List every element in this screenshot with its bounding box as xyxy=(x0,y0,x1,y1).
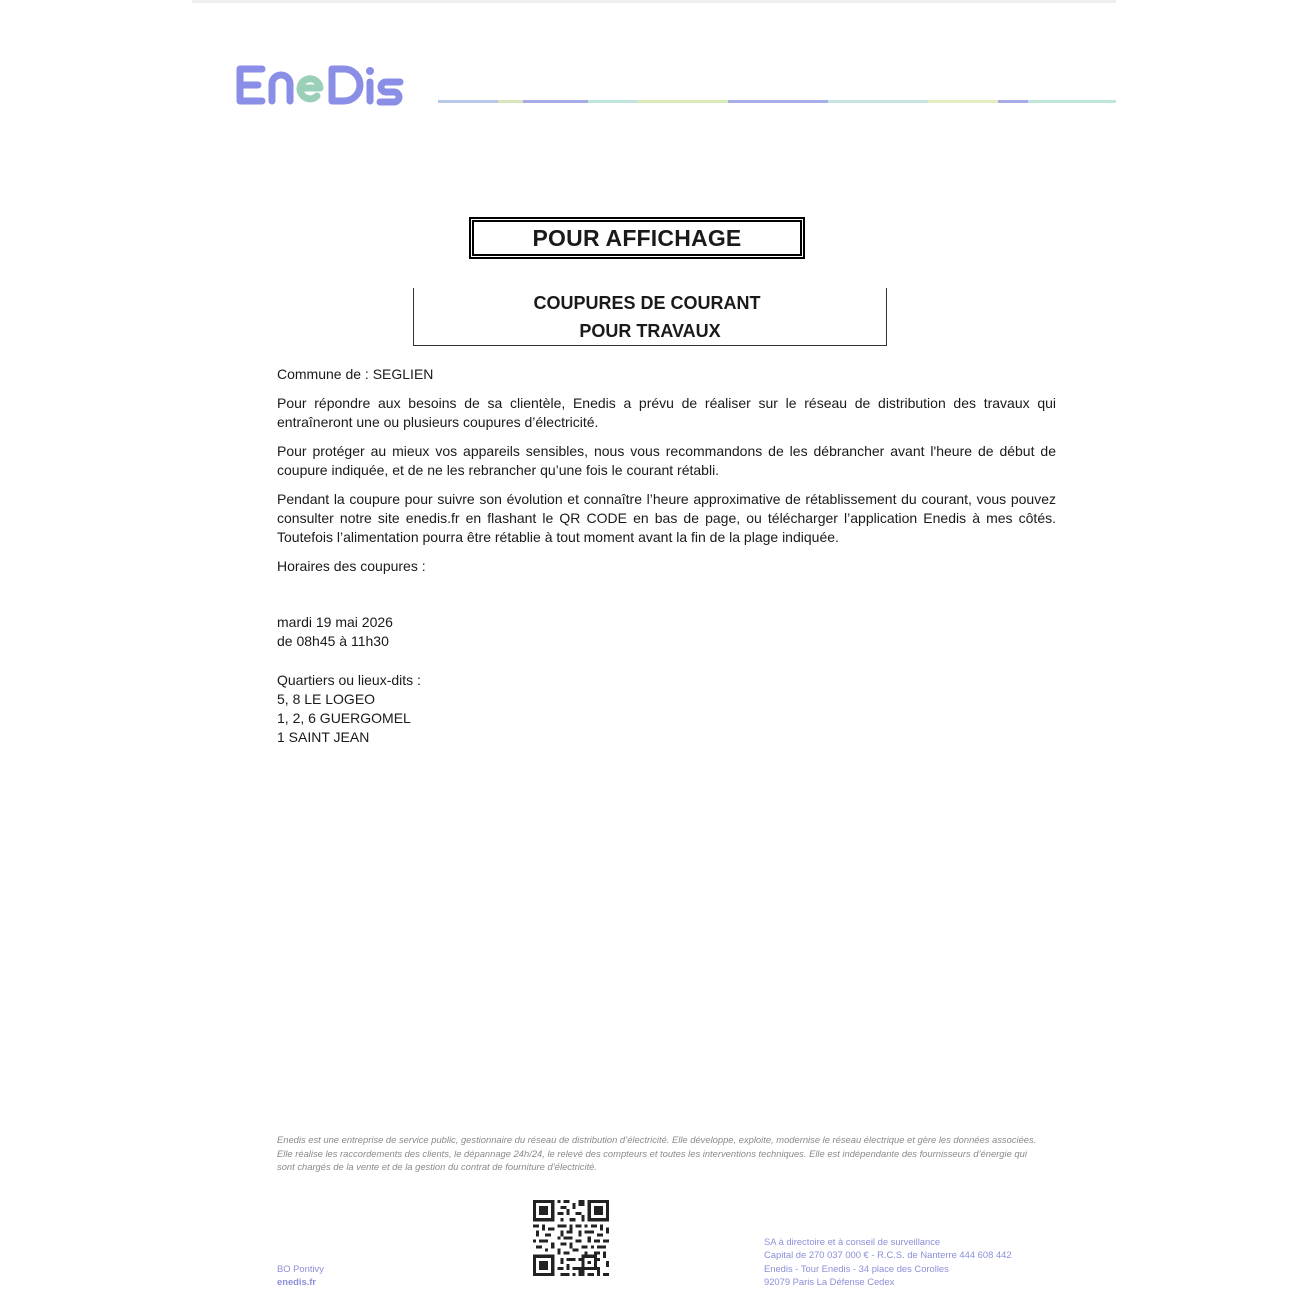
body-text xyxy=(277,365,1056,586)
footer-legal-line-2: Capital de 270 037 000 € - R.C.S. de Nanterre 444 608 442 xyxy=(764,1249,1012,1261)
title-box xyxy=(469,217,805,259)
footer-office: BO Pontivy xyxy=(277,1263,324,1274)
footer-left xyxy=(277,1262,324,1289)
schedule-time: de 08h45 à 11h30 xyxy=(277,633,389,649)
footer-right xyxy=(764,1235,1012,1289)
logo-underline xyxy=(438,100,1116,103)
subtitle-line-1: COUPURES DE COURANT xyxy=(533,293,761,313)
schedule-date: mardi 19 mai 2026 xyxy=(277,614,393,630)
footer-disclaimer: Enedis est une entreprise de service public, gestionnaire du réseau de distribution d’électricité. Elle développe, exploite, modernise le réseau électrique et gère les données associées. Elle réalise les raccordements des clients, le dépannage 24h/24, le relevé des compteurs et toutes les interventions techniques. Elle est indépendante des fournisseurs d’énergie qui sont chargés de la vente et de la gestion du contrat de fourniture d’électricité. xyxy=(277,1134,1037,1173)
paragraph-2: Pour protéger au mieux vos appareils sensibles, nous vous recommandons de les débrancher avant l'heure de début de coupure indiquée, et de ne les rebrancher qu’une fois le courant rétabli. xyxy=(277,443,1056,478)
place-item: 5, 8 LE LOGEO xyxy=(277,691,376,707)
place-item: 1, 2, 6 GUERGOMEL xyxy=(277,710,411,726)
qr-code[interactable] xyxy=(533,1200,609,1276)
subtitle-line-2: POUR TRAVAUX xyxy=(579,321,721,341)
paragraph-1: Pour répondre aux besoins de sa clientèle, Enedis a prévu de réaliser sur le réseau de distribution des travaux qui entraîneront une ou plusieurs coupures d’électricité. xyxy=(277,395,1056,430)
schedule-label: Horaires des coupures : xyxy=(277,558,426,574)
footer-address-line-1: Enedis - Tour Enedis - 34 place des Corolles xyxy=(764,1262,949,1274)
page-title: POUR AFFICHAGE xyxy=(532,224,742,251)
place-item: 1 SAINT JEAN xyxy=(277,729,370,745)
subtitle-box xyxy=(413,288,887,346)
places-label: Quartiers ou lieux-dits : xyxy=(277,672,421,688)
schedule-block xyxy=(277,613,393,651)
page-top-edge xyxy=(192,0,1116,3)
footer-legal-line-1: SA à directoire et à conseil de surveillance xyxy=(764,1236,941,1247)
enedis-logo xyxy=(234,58,434,110)
places-block xyxy=(277,671,421,747)
footer-address-line-2: 92079 Paris La Défense Cedex xyxy=(764,1276,895,1288)
paragraph-3: Pendant la coupure pour suivre son évolution et connaître l’heure approximative de rétablissement du courant, vous pouvez consulter notre site enedis.fr en flashant le QR CODE en bas de page, ou télécharger l’application Enedis à mes côtés. Toutefois l’alimentation pourra être rétablie à tout moment avant la fin de la plage indiquée. xyxy=(277,491,1056,545)
commune-line: Commune de : SEGLIEN xyxy=(277,366,434,382)
footer-website-link[interactable]: enedis.fr xyxy=(277,1276,317,1288)
